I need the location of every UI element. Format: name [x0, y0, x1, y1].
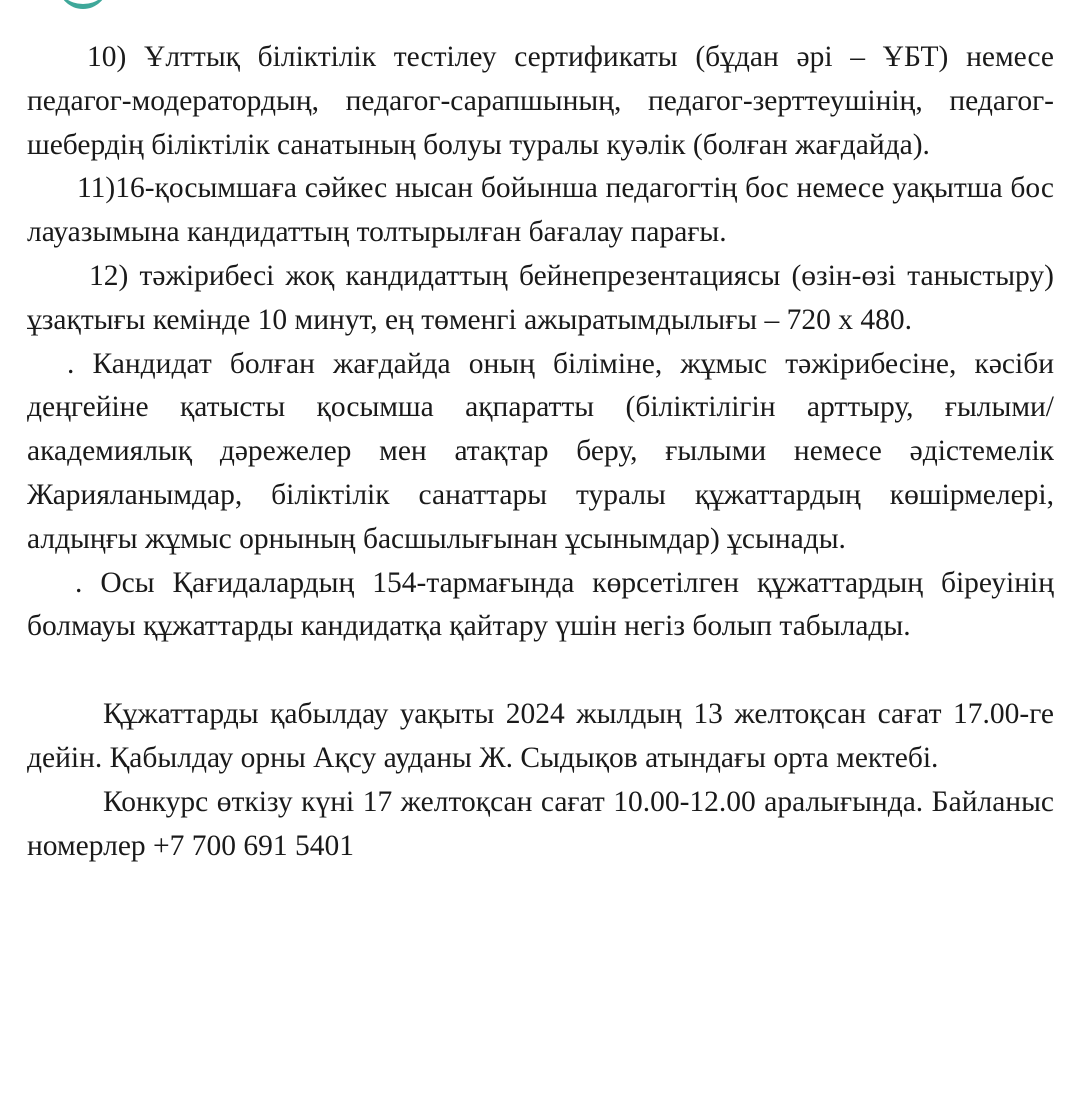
- paragraph-item-12: 12) тәжірибесі жоқ кандидаттың бейнепрезентациясы (өзін-өзі таныстыру) ұзақтығы кемінде 10 минут, ең төменгі ажыратымдылығы – 720 x 480.: [27, 259, 1054, 336]
- blank-line: [27, 649, 1054, 693]
- paragraph-item-10: 10) Ұлттық біліктілік тестілеу сертификаты (бұдан әрі – ҰБТ) немесе педагог-модератордың, педагог-сарапшының, педагог-зерттеушінің, педагог-шебердің біліктілік санатының болуы туралы куәлік (болған жағдайда).: [27, 41, 1054, 161]
- decorative-arc-icon: [58, 0, 108, 9]
- paragraph-contest-date-contacts: Конкурс өткізу күні 17 желтоқсан сағат 10.00-12.00 аралығында. Байланыс номерлер +7 700 691 5401: [27, 785, 1077, 862]
- paragraph-submission-deadline: Құжаттарды қабылдау уақыты 2024 жылдың 13 желтоқсан сағат 17.00-ге дейін. Қабылдау орны Ақсу ауданы Ж. Сыдықов атындағы орта мектебі.: [27, 698, 1054, 774]
- paragraph-additional-info: . Кандидат болған жағдайда оның біліміне, жұмыс тәжірибесіне, кәсіби деңгейіне қатысты қосымша ақпаратты (біліктілігін арттыру, ғылыми/академиялық дәрежелер мен атақтар беру, ғылыми немесе әдістемелік Жарияланымдар, біліктілік санаттары туралы құжаттардың көшірмелері, алдыңғы жұмыс орнының басшылығынан ұсынымдар) ұсынады.: [27, 347, 1054, 555]
- paragraph-missing-documents: . Осы Қағидалардың 154-тармағында көрсетілген құжаттардың біреуінің болмауы құжаттарды кандидатқа қайтару үшін негіз болып табылады.: [27, 566, 1054, 643]
- paragraph-item-11: 11)16-қосымшаға сәйкес нысан бойынша педагогтің бос немесе уақытша бос лауазымына кандидаттың толтырылған бағалау парағы.: [27, 172, 1054, 249]
